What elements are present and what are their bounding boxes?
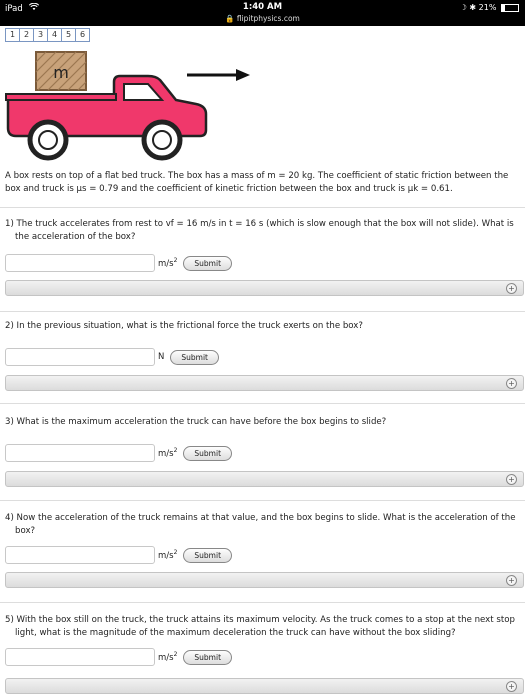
bluetooth-icon: ✱ [469, 3, 477, 12]
submit-button-4[interactable]: Submit [183, 548, 232, 563]
question-4-text-line1: 4) Now the acceleration of the truck remains at that value, and the box begins to slide. What is the acceleration of the [5, 513, 516, 523]
question-3 [5, 416, 517, 429]
question-2-text-line1: 2) In the previous situation, what is the frictional force the truck exerts on the box? [5, 321, 363, 331]
divider [0, 311, 525, 312]
intro-line-2: box and truck is μs = 0.79 and the coefficient of kinetic friction between the box and truck is μk = 0.61. [5, 184, 453, 194]
unit-label-2: N [158, 352, 165, 362]
moon-icon: ☽ [459, 3, 467, 12]
submit-button-3[interactable]: Submit [183, 446, 232, 461]
answer-row-1 [5, 254, 232, 272]
answer-row-2 [5, 348, 219, 366]
answer-input-1[interactable] [5, 254, 155, 272]
feedback-bar-1[interactable] [5, 280, 524, 296]
unit-label-1: $m/s^2$ [158, 257, 178, 269]
unit-label-5: $m/s^2$ [158, 651, 178, 663]
submit-button-1[interactable]: Submit [183, 256, 232, 271]
answer-row-4 [5, 546, 232, 564]
page-tab-5[interactable]: 5 [61, 28, 76, 42]
expand-plus-icon[interactable]: + [506, 474, 517, 485]
device-label: iPad [5, 4, 23, 14]
question-1-text-line2: the acceleration of the box? [15, 232, 136, 242]
status-right [460, 3, 519, 12]
expand-plus-icon[interactable]: + [506, 681, 517, 692]
url-text: flipitphysics.com [236, 14, 300, 23]
divider [0, 602, 525, 603]
expand-plus-icon[interactable]: + [506, 378, 517, 389]
status-bar [0, 0, 525, 26]
answer-input-2[interactable] [5, 348, 155, 366]
unit-label-4: $m/s^2$ [158, 549, 178, 561]
page-tab-3[interactable]: 3 [33, 28, 48, 42]
problem-intro [5, 170, 517, 196]
feedback-bar-2[interactable] [5, 375, 524, 391]
box-mass-label: m [53, 63, 69, 82]
answer-input-5[interactable] [5, 648, 155, 666]
battery-fill [502, 5, 505, 11]
expand-plus-icon[interactable]: + [506, 575, 517, 586]
battery-percent: 21% [478, 3, 497, 12]
answer-input-3[interactable] [5, 444, 155, 462]
submit-button-2[interactable]: Submit [170, 350, 219, 365]
address-bar[interactable] [0, 14, 525, 23]
answer-row-3 [5, 444, 232, 462]
divider [0, 500, 525, 501]
question-5-text-line1: 5) With the box still on the truck, the truck attains its maximum velocity. As the truck comes to a stop at the next stop [5, 615, 515, 625]
question-4 [5, 512, 517, 538]
truck-illustration [0, 40, 270, 170]
page-tab-4[interactable]: 4 [47, 28, 62, 42]
battery-icon [501, 4, 519, 12]
answer-row-5 [5, 648, 232, 666]
page-tab-6[interactable]: 6 [75, 28, 90, 42]
question-1 [5, 218, 517, 244]
question-1-text-line1: 1) The truck accelerates from rest to vf = 16 m/s in t = 16 s (which is slow enough that the box will not slide). What is [5, 219, 514, 229]
feedback-bar-4[interactable] [5, 572, 524, 588]
question-2 [5, 320, 517, 333]
question-3-text-line1: 3) What is the maximum acceleration the truck can have before the box begins to slide? [5, 417, 387, 427]
clock: 1:40 AM [242, 2, 283, 12]
lock-icon: 🔒 [225, 14, 235, 23]
answer-input-4[interactable] [5, 546, 155, 564]
expand-plus-icon[interactable]: + [506, 283, 517, 294]
box-icon [36, 52, 86, 90]
feedback-bar-5[interactable] [5, 678, 524, 694]
page-tab-2[interactable]: 2 [19, 28, 34, 42]
arrow-right-icon [187, 69, 250, 81]
page-tab-1[interactable]: 1 [5, 28, 20, 42]
divider [0, 207, 525, 208]
intro-line-1: A box rests on top of a flat bed truck. The box has a mass of m = 20 kg. The coefficient of static friction between the [5, 171, 509, 181]
divider [0, 403, 525, 404]
question-5-text-line2: light, what is the magnitude of the maximum deceleration the truck can have without the box sliding? [15, 628, 456, 638]
unit-label-3: $m/s^2$ [158, 447, 178, 459]
submit-button-5[interactable]: Submit [183, 650, 232, 665]
feedback-bar-3[interactable] [5, 471, 524, 487]
question-4-text-line2: box? [15, 526, 36, 536]
question-5 [5, 614, 517, 640]
